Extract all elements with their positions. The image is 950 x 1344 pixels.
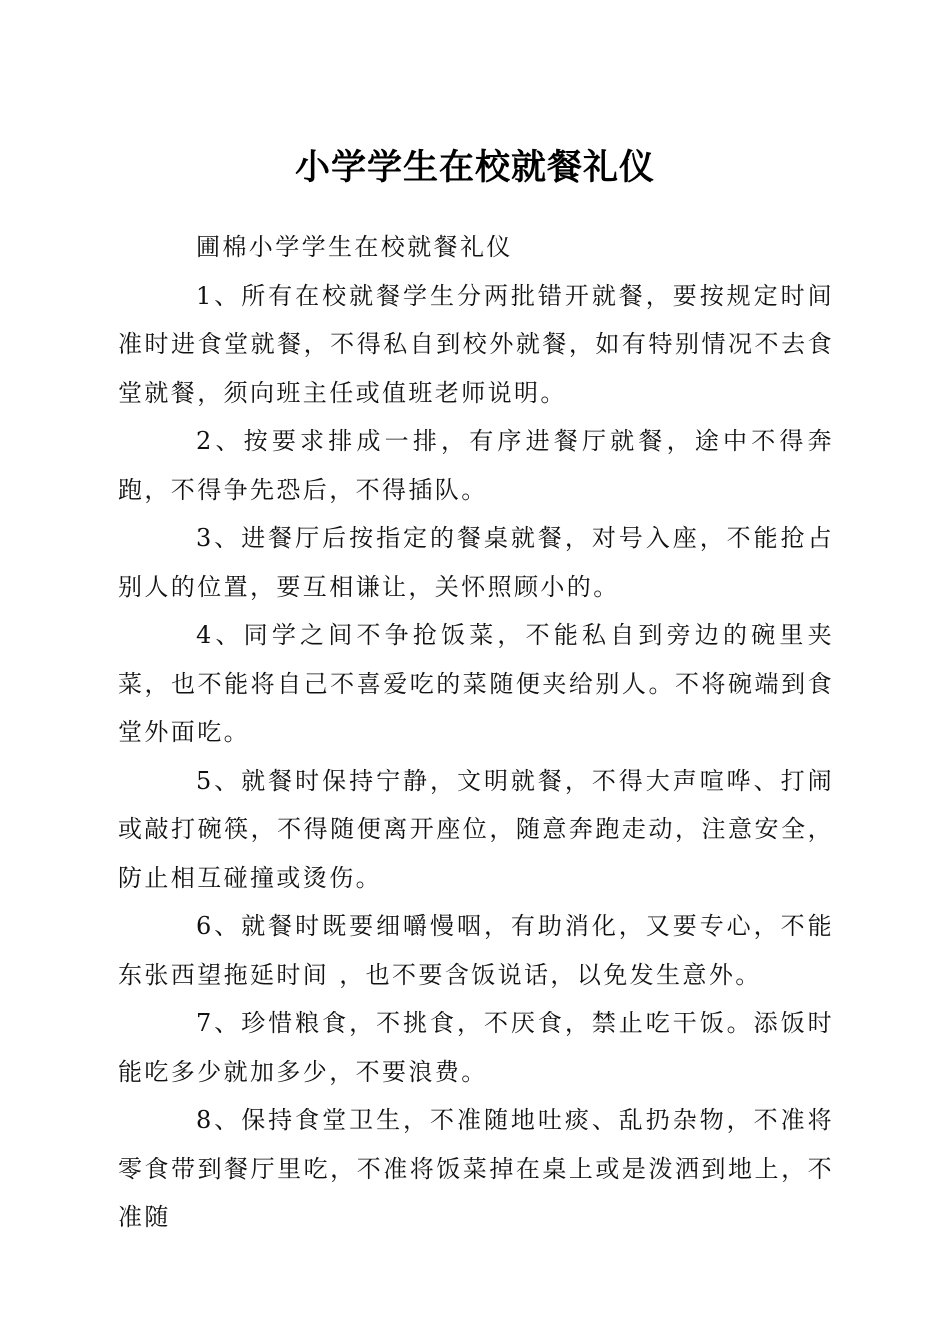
paragraph-rule-6: 6、就餐时既要细嚼慢咽，有助消化，又要专心，不能东张西望拖延时间 ，也不要含饭说话，以免发生意外。: [118, 912, 834, 989]
paragraph-rule-5: 5、就餐时保持宁静，文明就餐，不得大声喧哗、打闹或敲打碗筷，不得随便离开座位，随意奔跑走动，注意安全，防止相互碰撞或烫伤。: [118, 766, 834, 892]
paragraph-rule-7: 7、珍惜粮食，不挑食，不厌食，禁止吃干饭。添饭时能吃多少就加多少，不要浪费。: [118, 1009, 834, 1086]
paragraph-rule-2: 2、按要求排成一排，有序进餐厅就餐，途中不得奔跑，不得争先恐后，不得插队。: [118, 427, 834, 504]
paragraph-subtitle: 圃棉小学学生在校就餐礼仪: [196, 233, 513, 261]
paragraph-rule-3: 3、进餐厅后按指定的餐桌就餐，对号入座，不能抢占别人的位置，要互相谦让，关怀照顾小的。: [118, 524, 834, 601]
paragraph-rule-4: 4、同学之间不争抢饭菜，不能私自到旁边的碗里夹菜，也不能将自己不喜爱吃的菜随便夹给别人。不将碗端到食堂外面吃。: [118, 621, 834, 746]
paragraph-rule-8: 8、保持食堂卫生，不准随地吐痰、乱扔杂物，不准将零食带到餐厅里吃，不准将饭菜掉在桌上或是泼洒到地上，不准随: [118, 1106, 834, 1231]
paragraph-rule-1: 1、所有在校就餐学生分两批错开就餐，要按规定时间准时进食堂就餐，不得私自到校外就餐，如有特别情况不去食堂就餐，须向班主任或值班老师说明。: [118, 281, 834, 407]
document-body: [118, 223, 834, 1242]
document-title: 小学学生在校就餐礼仪: [294, 147, 655, 188]
